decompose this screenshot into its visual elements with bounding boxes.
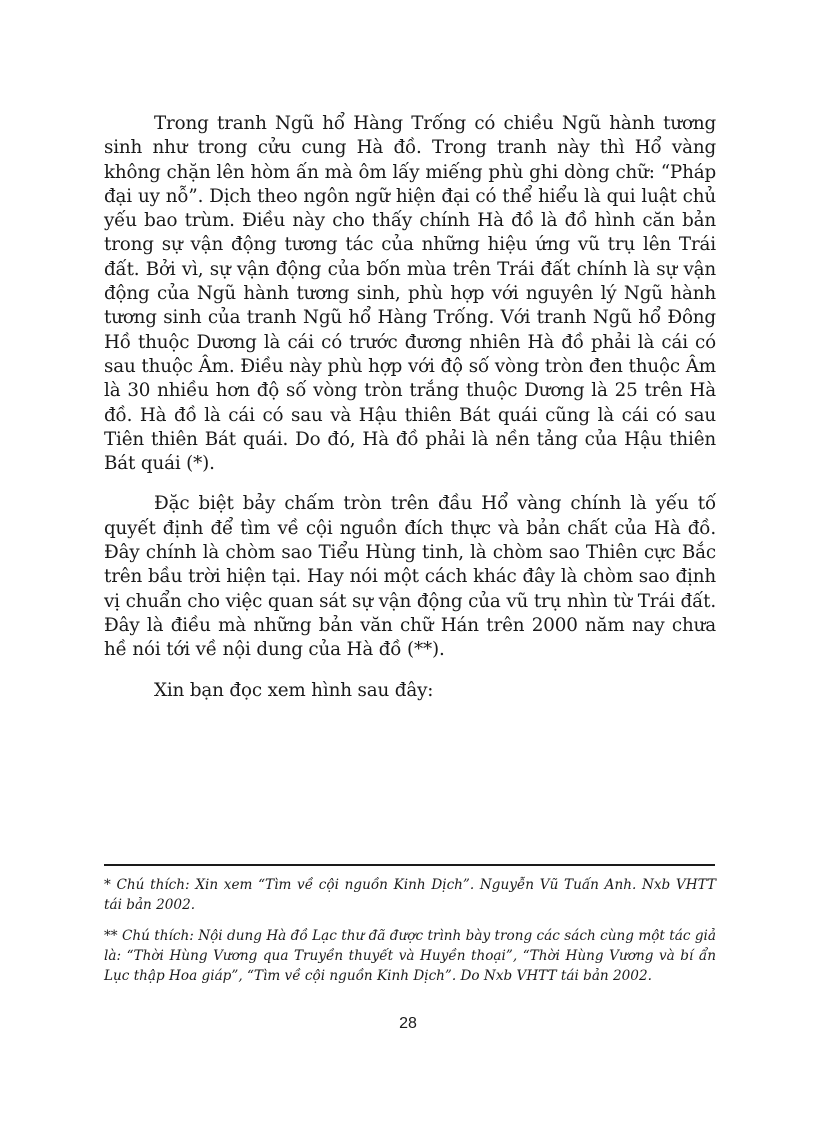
footnote-divider: [104, 864, 715, 866]
footnote-1: * Chú thích: Xin xem “Tìm về cội nguồn Kinh Dịch”. Nguyễn Vũ Tuấn Anh. Nxb VHTT tái bản 2002.: [104, 877, 716, 914]
body-text: [104, 112, 716, 719]
footnote-2: ** Chú thích: Nội dung Hà đồ Lạc thư đã được trình bày trong các sách cùng một tác giả là: “Thời Hùng Vương qua Truyền thuyết và Huyền thoại”, “Thời Hùng Vương và bí ẩn Lục thập Hoa giáp”, “Tìm về cội nguồn Kinh Dịch”. Do Nxb VHTT tái bản 2002.: [104, 927, 716, 985]
paragraph-3: Xin bạn đọc xem hình sau đây:: [154, 679, 434, 701]
paragraph-2: Đặc biệt bảy chấm tròn trên đầu Hổ vàng chính là yếu tố quyết định để tìm về cội nguồn đích thực và bản chất của Hà đồ. Đây chính là chòm sao Tiểu Hùng tinh, là chòm sao Thiên cực Bắc trên bầu trời hiện tại. Hay nói một cách khác đây là chòm sao định vị chuẩn cho việc quan sát sự vận động của vũ trụ nhìn từ Trái đất. Đây là điều mà những bản văn chữ Hán trên 2000 năm nay chưa hề nói tới về nội dung của Hà đồ (**).: [104, 493, 716, 661]
page-number: 28: [399, 1015, 417, 1032]
paragraph-1: Trong tranh Ngũ hổ Hàng Trống có chiều Ngũ hành tương sinh như trong cửu cung Hà đồ. Trong tranh này thì Hổ vàng không chặn lên hòm ấn mà ôm lấy miếng phù ghi dòng chữ: “Pháp đại uy nỗ”. Dịch theo ngôn ngữ hiện đại có thể hiểu là qui luật chủ yếu bao trùm. Điều này cho thấy chính Hà đồ là đồ hình căn bản trong sự vận động tương tác của những hiệu ứng vũ trụ lên Trái đất. Bởi vì, sự vận động của bốn mùa trên Trái đất chính là sự vận động của Ngũ hành tương sinh, phù hợp với nguyên lý Ngũ hành tương sinh của tranh Ngũ hổ Hàng Trống. Với tranh Ngũ hổ Đông Hồ thuộc Dương là cái có trước đương nhiên Hà đồ phải là cái có sau thuộc Âm. Điều này phù hợp với độ số vòng tròn đen thuộc Âm là 30 nhiều hơn độ số vòng tròn trắng thuộc Dương là 25 trên Hà đồ. Hà đồ là cái có sau và Hậu thiên Bát quái cũng là cái có sau Tiên thiên Bát quái. Do đó, Hà đồ phải là nền tảng của Hậu thiên Bát quái (*).: [104, 113, 716, 475]
footnotes: [104, 875, 716, 996]
